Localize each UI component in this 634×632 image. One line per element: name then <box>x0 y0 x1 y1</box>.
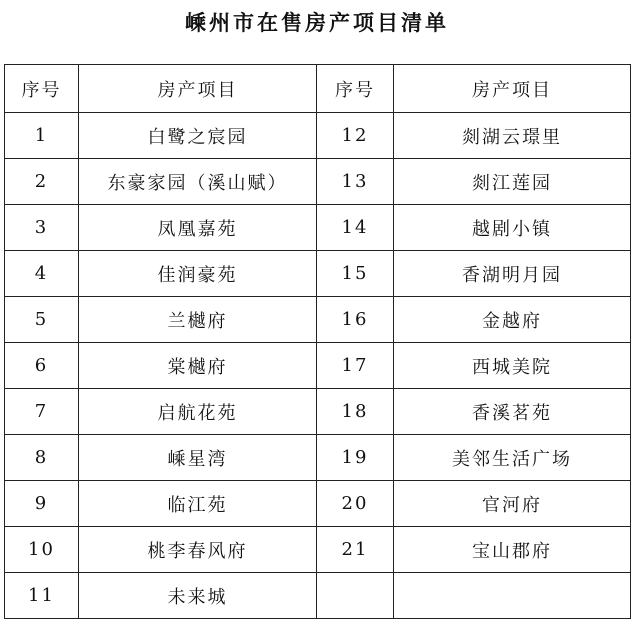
left-project-cell: 桃李春风府 <box>79 527 317 573</box>
table-row <box>5 251 631 297</box>
table-row <box>5 527 631 573</box>
left-index-cell: 7 <box>5 389 79 435</box>
right-index-cell: 17 <box>317 343 394 389</box>
right-index-cell: 13 <box>317 159 394 205</box>
table-header-row <box>5 65 631 113</box>
left-project-cell: 未来城 <box>79 573 317 619</box>
left-project-cell: 兰樾府 <box>79 297 317 343</box>
header-project-left: 房产项目 <box>79 65 317 113</box>
right-project-cell: 香溪茗苑 <box>394 389 631 435</box>
table-row <box>5 159 631 205</box>
table-row <box>5 389 631 435</box>
right-project-cell: 剡湖云璟里 <box>394 113 631 159</box>
right-index-cell: 19 <box>317 435 394 481</box>
left-project-cell: 白鹭之宸园 <box>79 113 317 159</box>
left-index-cell: 2 <box>5 159 79 205</box>
table-row <box>5 205 631 251</box>
right-project-cell: 越剧小镇 <box>394 205 631 251</box>
left-project-cell: 棠樾府 <box>79 343 317 389</box>
right-index-cell: 12 <box>317 113 394 159</box>
document-title: 嵊州市在售房产项目清单 <box>185 11 449 35</box>
table-row <box>5 573 631 619</box>
table-row <box>5 481 631 527</box>
right-index-cell: 20 <box>317 481 394 527</box>
left-index-cell: 6 <box>5 343 79 389</box>
right-project-cell: 宝山郡府 <box>394 527 631 573</box>
right-index-cell: 15 <box>317 251 394 297</box>
left-index-cell: 8 <box>5 435 79 481</box>
right-project-cell: 西城美院 <box>394 343 631 389</box>
right-project-cell: 剡江莲园 <box>394 159 631 205</box>
right-index-cell: 21 <box>317 527 394 573</box>
left-index-cell: 3 <box>5 205 79 251</box>
left-index-cell: 11 <box>5 573 79 619</box>
right-project-cell: 香湖明月园 <box>394 251 631 297</box>
table-row <box>5 435 631 481</box>
table-row <box>5 343 631 389</box>
left-index-cell: 4 <box>5 251 79 297</box>
table-row <box>5 113 631 159</box>
left-project-cell: 启航花苑 <box>79 389 317 435</box>
right-project-cell: 美邻生活广场 <box>394 435 631 481</box>
left-index-cell: 5 <box>5 297 79 343</box>
header-project-right: 房产项目 <box>394 65 631 113</box>
right-index-cell <box>317 573 394 619</box>
left-index-cell: 9 <box>5 481 79 527</box>
table-row <box>5 297 631 343</box>
right-index-cell: 14 <box>317 205 394 251</box>
right-index-cell: 18 <box>317 389 394 435</box>
header-index-left: 序号 <box>5 65 79 113</box>
right-project-cell: 金越府 <box>394 297 631 343</box>
left-index-cell: 1 <box>5 113 79 159</box>
left-project-cell: 嵊星湾 <box>79 435 317 481</box>
header-index-right: 序号 <box>317 65 394 113</box>
left-index-cell: 10 <box>5 527 79 573</box>
project-table <box>4 64 631 619</box>
left-project-cell: 临江苑 <box>79 481 317 527</box>
left-project-cell: 东豪家园（溪山赋） <box>79 159 317 205</box>
right-project-cell <box>394 573 631 619</box>
left-project-cell: 佳润豪苑 <box>79 251 317 297</box>
left-project-cell: 凤凰嘉苑 <box>79 205 317 251</box>
right-project-cell: 官河府 <box>394 481 631 527</box>
right-index-cell: 16 <box>317 297 394 343</box>
